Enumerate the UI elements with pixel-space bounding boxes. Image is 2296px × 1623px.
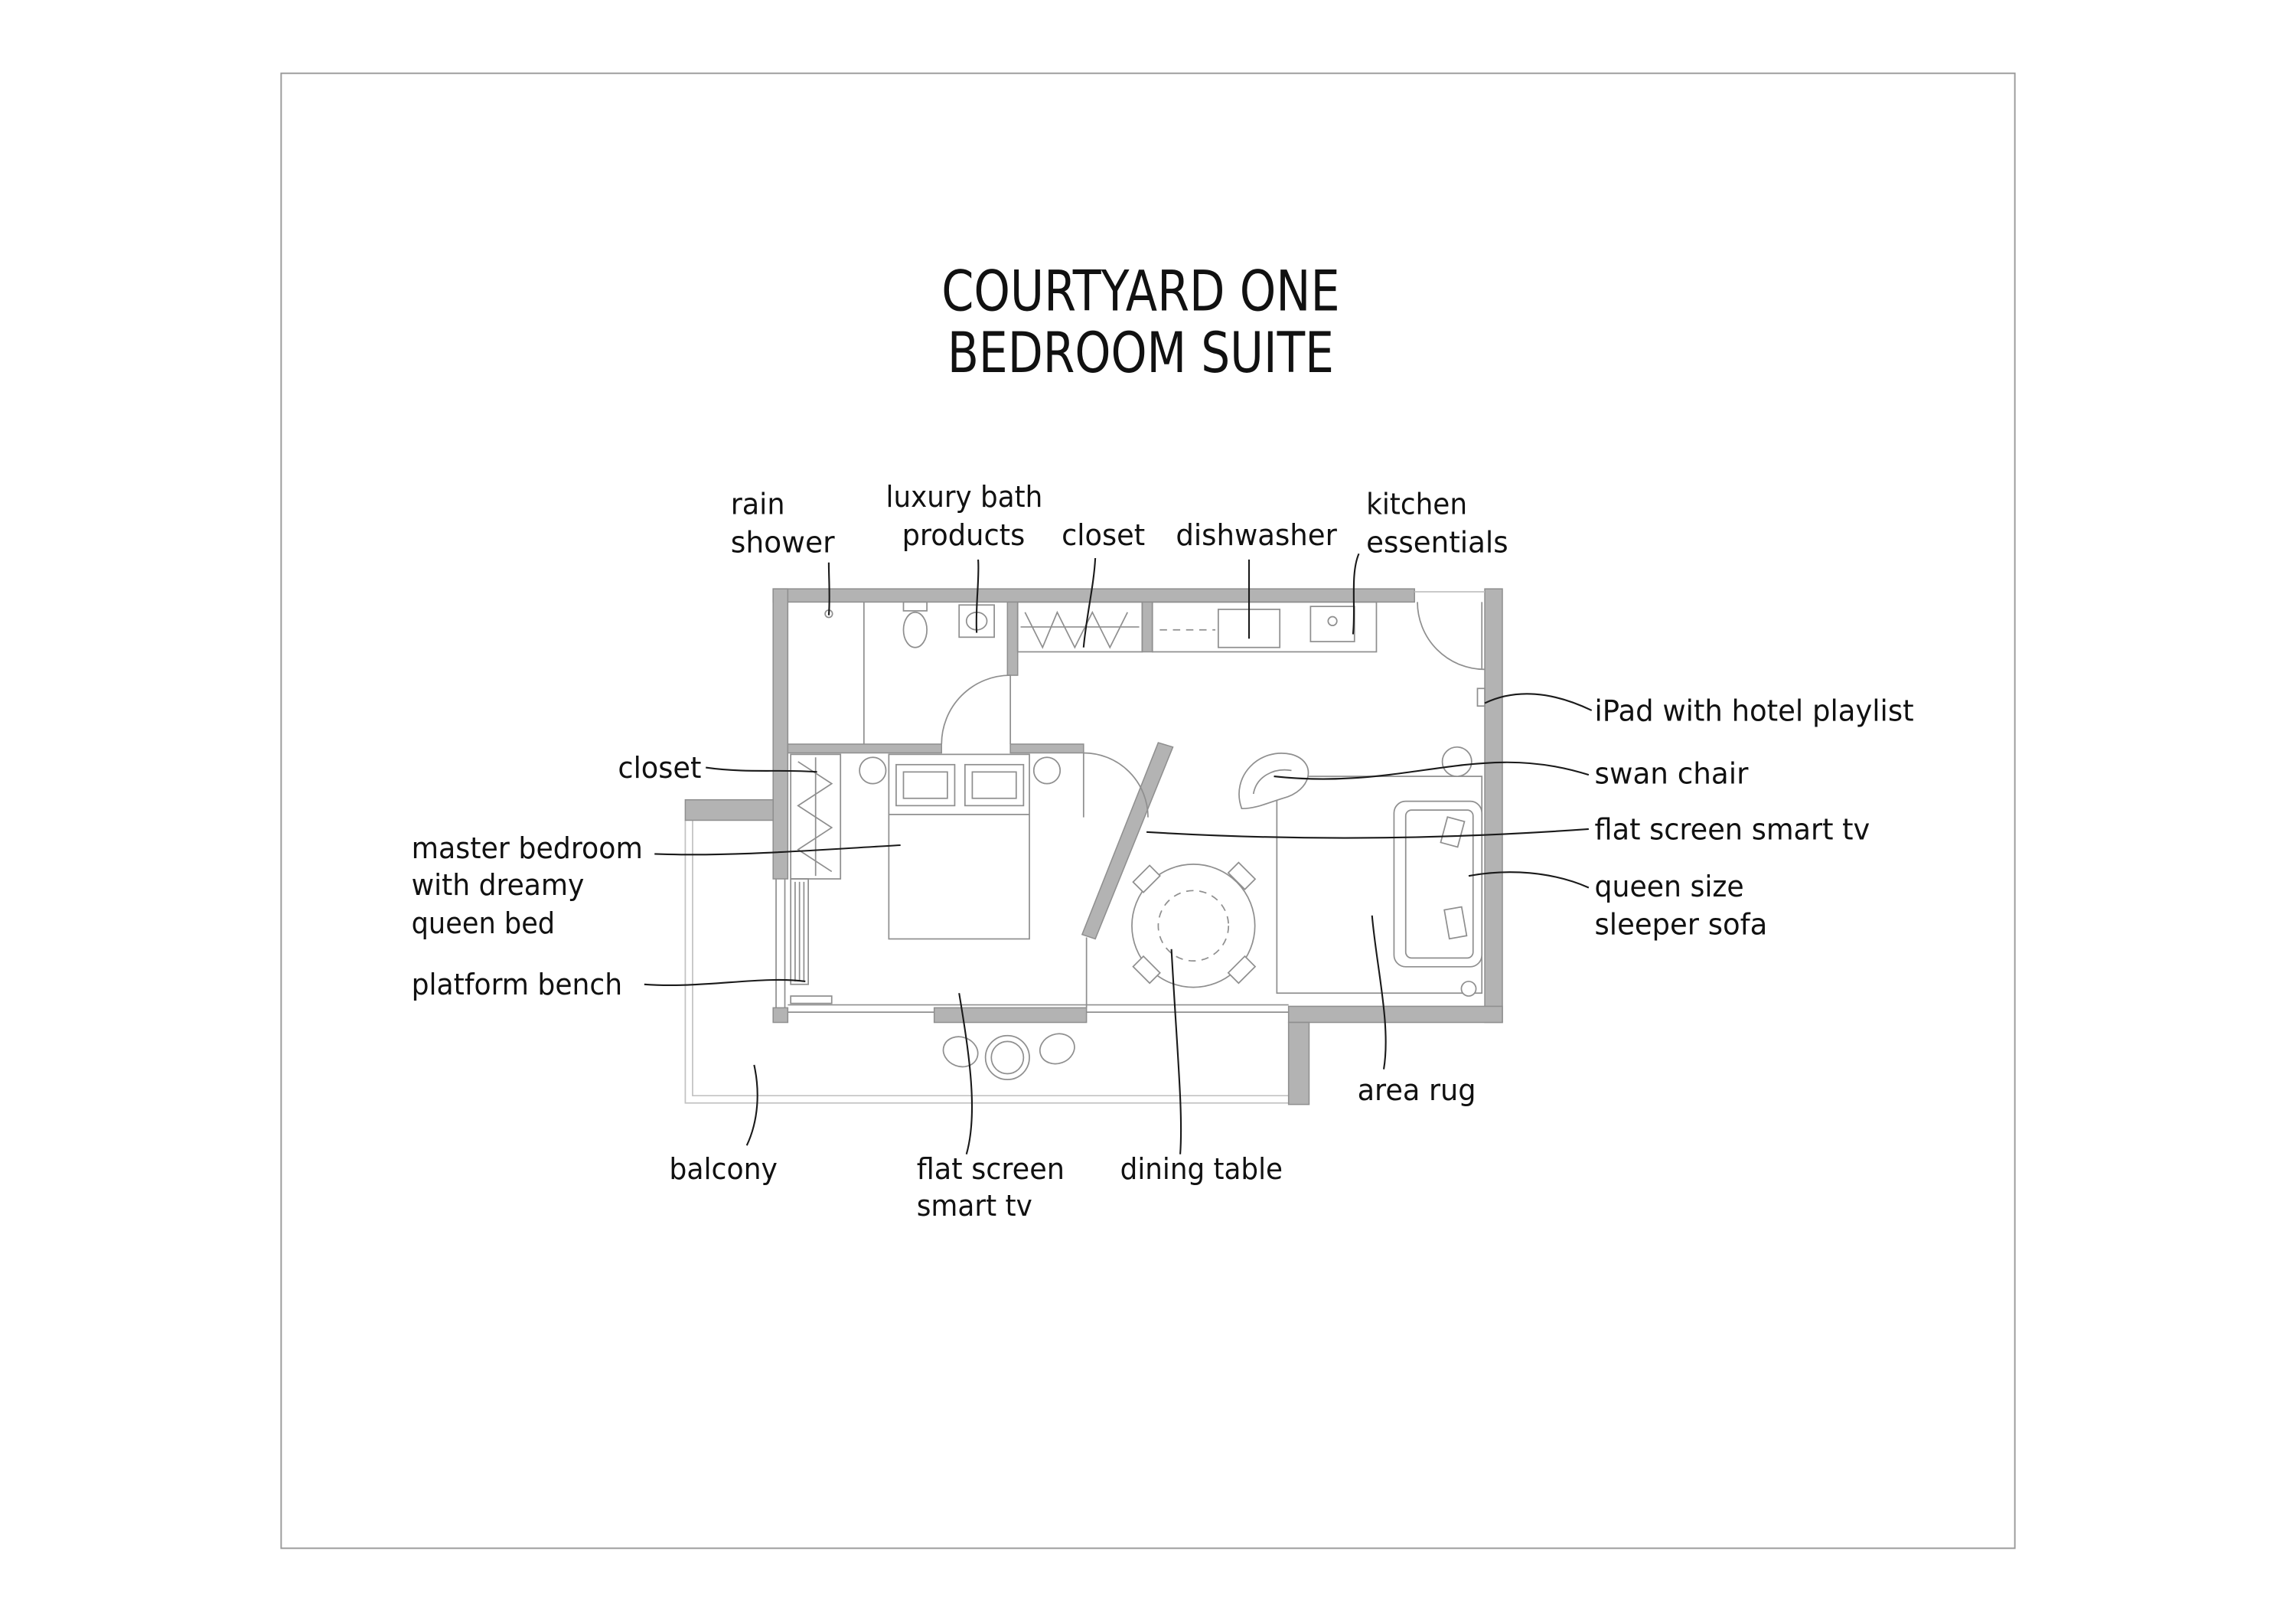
balcony-furniture — [939, 1029, 1079, 1079]
leader-area-rug — [1372, 916, 1386, 1069]
label-balcony: balcony — [669, 1152, 778, 1187]
label-rain-shower-1: rain — [730, 487, 785, 522]
platform-bench-slats — [795, 882, 804, 981]
ipad-icon — [1477, 688, 1485, 706]
wall-closet-divider — [1142, 602, 1152, 651]
leader-rain-shower — [829, 563, 830, 616]
label-sleeper-sofa-2: sleeper sofa — [1594, 907, 1768, 942]
label-swan-chair: swan chair — [1594, 756, 1749, 792]
toilet-bowl-icon — [903, 612, 927, 648]
label-kitchen-essentials-2: essentials — [1366, 525, 1508, 560]
leader-closet-top — [1084, 558, 1095, 648]
pillow-left — [896, 765, 955, 806]
label-closet-left: closet — [618, 750, 702, 785]
label-master-bedroom-2: with dreamy — [411, 868, 585, 903]
sleeper-sofa — [1394, 802, 1482, 967]
label-master-bedroom-3: queen bed — [411, 906, 556, 941]
pillow-right — [965, 765, 1024, 806]
sofa-side-ball — [1461, 981, 1476, 996]
balcony-chair-left — [939, 1032, 982, 1072]
entry-door-swing — [1417, 602, 1485, 669]
wall-tv-bottom — [934, 1007, 1087, 1022]
wall-bath-right — [1007, 602, 1017, 675]
leader-closet-left — [706, 768, 817, 772]
bath-door-swing — [941, 675, 1010, 744]
label-rain-shower-2: shower — [730, 525, 835, 560]
wall-left-corner — [773, 1007, 788, 1022]
balcony-table — [986, 1036, 1029, 1079]
label-luxury-bath-2: products — [902, 518, 1026, 553]
walls — [685, 589, 1502, 1104]
entry-closet-hangers — [1025, 612, 1127, 648]
label-ipad: iPad with hotel playlist — [1594, 694, 1914, 729]
kitchen — [1018, 602, 1377, 651]
title-block — [941, 260, 1339, 386]
title-line-2: BEDROOM SUITE — [947, 322, 1334, 387]
label-kitchen-essentials-1: kitchen — [1366, 487, 1468, 522]
nightstand-lamp-left-icon — [859, 757, 885, 783]
label-area-rug: area rug — [1357, 1073, 1476, 1108]
wall-top — [773, 589, 1414, 602]
label-flat-screen-bottom-1: flat screen — [916, 1152, 1065, 1187]
wall-left-upper — [773, 589, 788, 879]
label-luxury-bath-1: luxury bath — [885, 480, 1043, 515]
balcony-chair-right — [1035, 1029, 1078, 1069]
bench-footrest — [791, 996, 832, 1004]
leader-balcony — [747, 1065, 758, 1145]
wall-bath-bottom — [788, 744, 941, 753]
label-dishwasher: dishwasher — [1176, 518, 1338, 553]
bedroom-closet-hangers — [798, 762, 832, 871]
wall-column — [1289, 1023, 1309, 1105]
kitchen-sink-icon — [1310, 606, 1354, 642]
wall-left-stub — [685, 800, 773, 821]
bathroom — [825, 602, 1010, 744]
label-sleeper-sofa-1: queen size — [1594, 869, 1744, 904]
label-platform-bench: platform bench — [411, 968, 623, 1003]
label-closet-top: closet — [1062, 518, 1146, 553]
label-master-bedroom-1: master bedroom — [411, 831, 643, 867]
entry — [1414, 592, 1485, 706]
floor-lamp-icon — [1443, 747, 1472, 776]
wall-bedroom-top — [1010, 744, 1084, 753]
title-line-1: COURTYARD ONE — [941, 260, 1340, 325]
leader-platform-bench — [644, 980, 805, 985]
label-flat-screen-bottom-2: smart tv — [916, 1189, 1032, 1224]
living-room — [1132, 747, 1482, 996]
label-flat-screen-right: flat screen smart tv — [1594, 812, 1870, 847]
label-dining-table: dining table — [1120, 1152, 1283, 1187]
bedroom — [791, 753, 1148, 1007]
wall-right — [1485, 589, 1502, 1022]
wall-bottom-right — [1289, 1006, 1502, 1022]
nightstand-lamp-right-icon — [1034, 757, 1060, 783]
leader-flat-screen-right — [1146, 829, 1589, 838]
toilet-tank — [903, 602, 927, 610]
swan-chair — [1239, 753, 1308, 808]
